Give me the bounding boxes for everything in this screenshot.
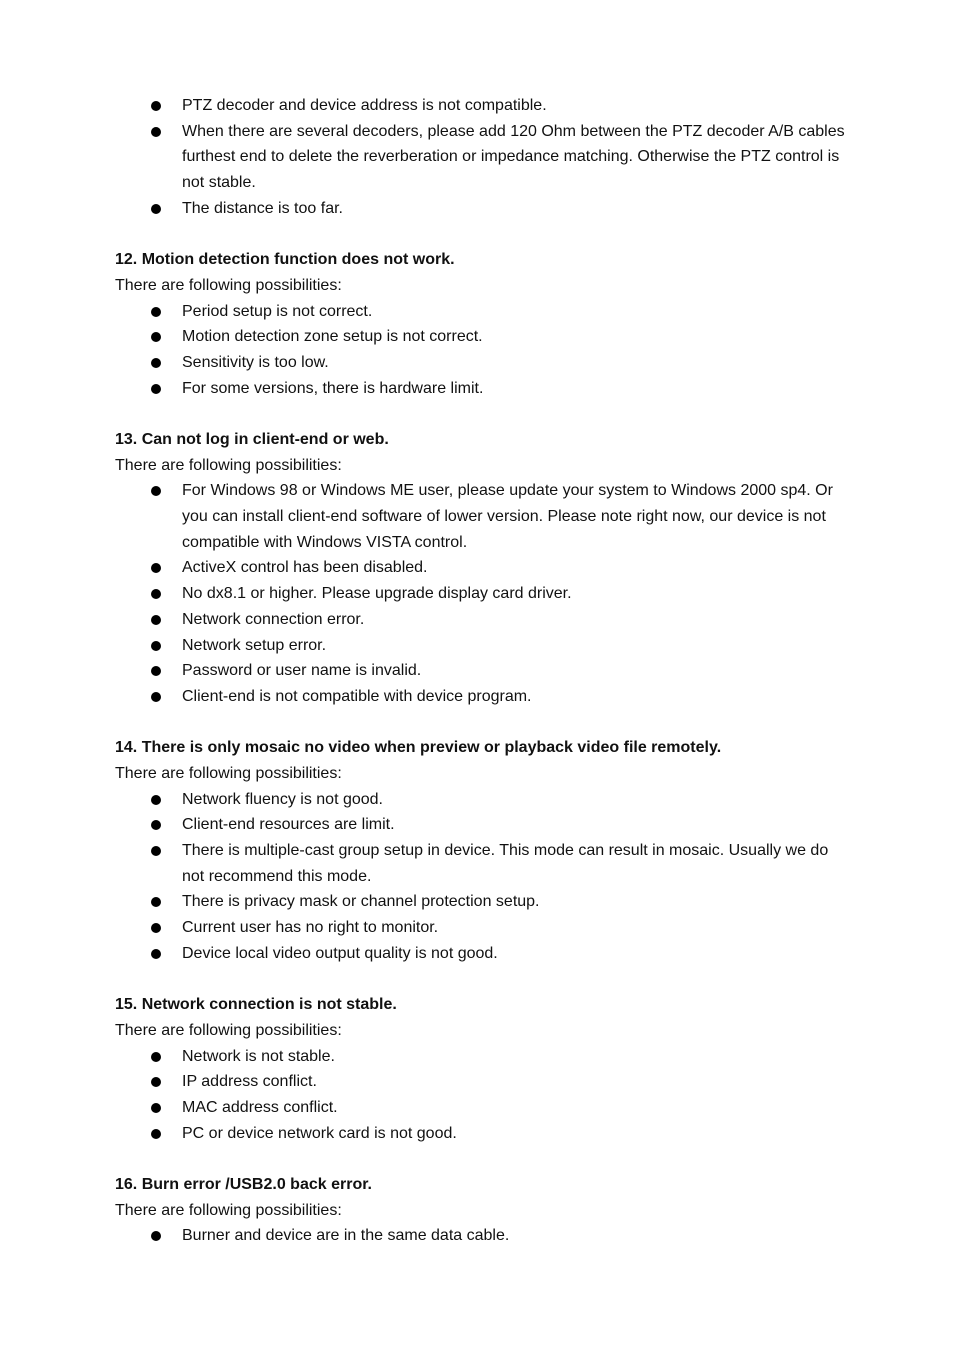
list-item-text: Password or user name is invalid. — [182, 662, 422, 680]
section-heading: 15. Network connection is not stable. — [115, 996, 397, 1014]
bullet-list — [115, 1044, 845, 1147]
list-item-text: There is multiple-cast group setup in device. This mode can result in mosaic. Usually we do not recommend this mode. — [182, 842, 829, 885]
list-item-text: There is privacy mask or channel protection setup. — [182, 893, 540, 911]
bullet-icon — [151, 641, 161, 651]
list-item — [115, 684, 845, 710]
bullet-icon — [151, 1231, 161, 1241]
list-item — [115, 350, 845, 376]
section-intro: There are following possibilities: — [115, 764, 342, 782]
list-item-text: No dx8.1 or higher. Please upgrade display card driver. — [182, 585, 572, 603]
bullet-icon — [151, 589, 161, 599]
bullet-icon — [151, 384, 161, 394]
bullet-icon — [151, 897, 161, 907]
bullet-list — [115, 478, 845, 709]
list-item-text: Network connection error. — [182, 610, 365, 628]
list-item — [115, 581, 845, 607]
list-item — [115, 1223, 845, 1249]
section-intro: There are following possibilities: — [115, 276, 342, 294]
section-14 — [115, 735, 845, 966]
list-item — [115, 607, 845, 633]
list-item-text: Network is not stable. — [182, 1047, 335, 1065]
bullet-icon — [151, 486, 161, 496]
list-item — [115, 941, 845, 967]
list-item — [115, 324, 845, 350]
bullet-icon — [151, 949, 161, 959]
list-item-text: Device local video output quality is not good. — [182, 944, 498, 962]
bullet-icon — [151, 1129, 161, 1139]
list-item-text: Network fluency is not good. — [182, 790, 383, 808]
list-item — [115, 1044, 845, 1070]
bullet-icon — [151, 795, 161, 805]
section-heading: 13. Can not log in client-end or web. — [115, 430, 389, 448]
list-item-text: IP address conflict. — [182, 1073, 317, 1091]
bullet-icon — [151, 666, 161, 676]
bullet-icon — [151, 615, 161, 625]
bullet-icon — [151, 923, 161, 933]
list-item — [115, 889, 845, 915]
bullet-icon — [151, 1077, 161, 1087]
list-item-text: PTZ decoder and device address is not compatible. — [182, 97, 547, 114]
section-heading: 14. There is only mosaic no video when preview or playback video file remotely. — [115, 739, 722, 757]
list-item — [115, 1095, 845, 1121]
list-item-text: Current user has no right to monitor. — [182, 919, 439, 937]
list-item — [115, 838, 845, 889]
list-item-text: MAC address conflict. — [182, 1098, 338, 1116]
section-heading: 12. Motion detection function does not work. — [115, 251, 455, 269]
bullet-icon — [151, 307, 161, 317]
bullet-list — [115, 787, 845, 967]
list-item-text: For some versions, there is hardware limit. — [182, 379, 484, 397]
list-item — [115, 299, 845, 325]
bullet-icon — [151, 358, 161, 368]
list-item — [115, 196, 845, 222]
list-item-text: Period setup is not correct. — [182, 302, 373, 320]
list-item — [115, 1069, 845, 1095]
section-heading: 16. Burn error /USB2.0 back error. — [115, 1175, 372, 1193]
bullet-icon — [151, 332, 161, 342]
list-item — [115, 658, 845, 684]
list-item — [115, 787, 845, 813]
list-item — [115, 478, 845, 555]
list-item — [115, 1121, 845, 1147]
bullet-icon — [151, 846, 161, 856]
top-bullet-list — [115, 93, 845, 222]
list-item-text: Network setup error. — [182, 636, 327, 654]
section-intro: There are following possibilities: — [115, 1201, 342, 1219]
document-body — [115, 93, 845, 1249]
list-item-text: PC or device network card is not good. — [182, 1124, 457, 1142]
list-item-text: ActiveX control has been disabled. — [182, 559, 428, 577]
bullet-icon — [151, 1052, 161, 1062]
list-item-text: The distance is too far. — [182, 199, 343, 217]
list-item-text: When there are several decoders, please add 120 Ohm between the PTZ decoder A/B cables furthest end to delete the reverberation or impedance matching. Otherwise the PTZ control is not stable. — [182, 122, 845, 192]
bullet-icon — [151, 204, 161, 214]
bullet-icon — [151, 692, 161, 702]
list-item-text: Burner and device are in the same data cable. — [182, 1227, 510, 1245]
list-item — [115, 555, 845, 581]
list-item — [115, 119, 845, 196]
list-item — [115, 812, 845, 838]
bullet-icon — [151, 127, 161, 137]
list-item-text: Motion detection zone setup is not correct. — [182, 328, 483, 346]
section-16 — [115, 1172, 845, 1249]
list-item-text: Sensitivity is too low. — [182, 353, 329, 371]
section-intro: There are following possibilities: — [115, 456, 342, 474]
section-intro: There are following possibilities: — [115, 1021, 342, 1039]
bullet-icon — [151, 563, 161, 573]
section-15 — [115, 992, 845, 1146]
list-item — [115, 376, 845, 402]
list-item — [115, 93, 845, 119]
section-12 — [115, 247, 845, 401]
list-item-text: Client-end resources are limit. — [182, 816, 395, 834]
bullet-list — [115, 299, 845, 402]
list-item-text: Client-end is not compatible with device program. — [182, 687, 532, 705]
section-13 — [115, 427, 845, 710]
bullet-icon — [151, 1103, 161, 1113]
list-item — [115, 633, 845, 659]
bullet-icon — [151, 101, 161, 111]
list-item — [115, 915, 845, 941]
bullet-icon — [151, 820, 161, 830]
list-item-text: For Windows 98 or Windows ME user, please update your system to Windows 2000 sp4. Or you can install client-end software of lower version. Please note right now, our device is not compatible with Windows VISTA control. — [182, 482, 833, 551]
bullet-list — [115, 1223, 845, 1249]
